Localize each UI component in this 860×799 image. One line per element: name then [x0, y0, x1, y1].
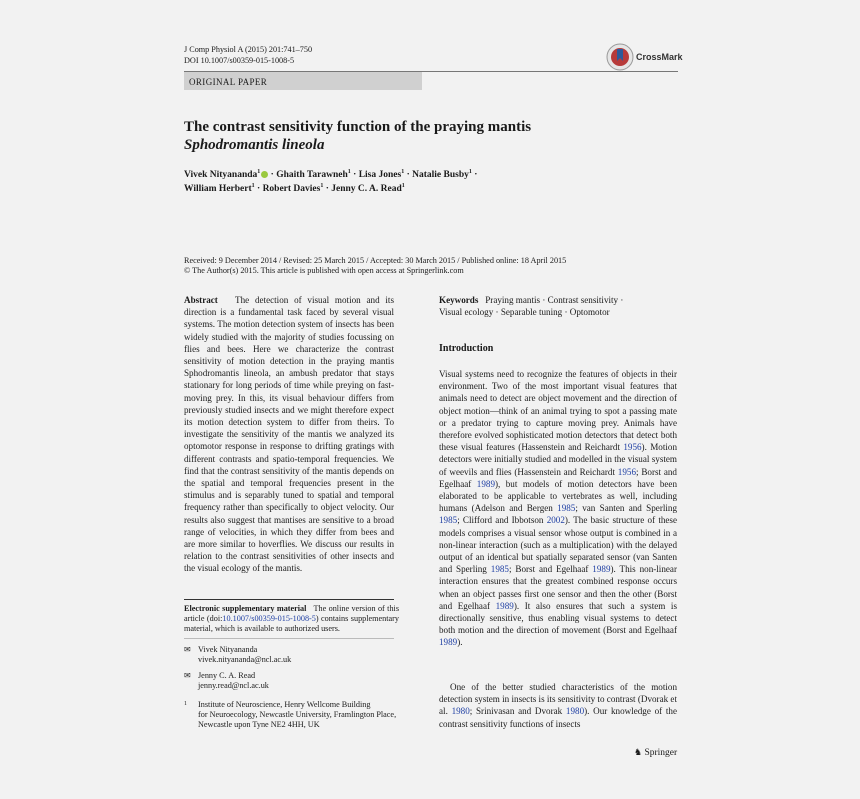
intro-text: ), but models of motion detectors have been elaborated to be applicable to vertebrates as well, including humans (Adelson and Bergen [439, 478, 677, 514]
author-name[interactable]: Jenny C. A. Read [331, 184, 402, 194]
article-title: The contrast sensitivity function of the praying mantis [184, 119, 532, 135]
citation-link[interactable]: 1989 [476, 478, 495, 489]
intro-text: ; Srinivasan and Dvorak [469, 706, 566, 717]
intro-paragraph-1 [439, 368, 677, 649]
contact-email[interactable]: vivek.nityananda@ncl.ac.uk [198, 655, 292, 664]
keywords-label: Keywords [439, 295, 479, 305]
article-title-species: Sphodromantis lineola [184, 137, 325, 153]
author-name[interactable]: Natalie Busby [412, 170, 469, 180]
footnote-rule [184, 599, 394, 600]
intro-text: ). Our knowledge of the contrast sensitivity functions of insects [439, 706, 677, 729]
citation-link[interactable]: 1956 [623, 442, 642, 453]
author-name[interactable]: William Herbert [184, 184, 252, 194]
intro-text: ). It also ensures that such a system is directionally sensitive, thus enabling visual systems to detect both motion and the direction of movement (Borst and Egelhaaf [439, 600, 677, 636]
author-line-1 [184, 168, 477, 182]
abstract-label: Abstract [184, 295, 218, 305]
keywords-text: Praying mantis · Contrast sensitivity · [485, 295, 624, 305]
intro-text: ; Borst and Egelhaaf [508, 564, 593, 575]
affiliation-line: for Neuroecology, Newcastle University, Framlington Place, [198, 710, 397, 719]
intro-text: ). Motion detectors were initially studied and modelled in the visual system of weevils and flies (Hassenstein and Reichardt [439, 442, 677, 477]
section-heading-introduction: Introduction [439, 343, 494, 354]
intro-text: ). This non-linear interaction ensures that the greatest combined response occurs when an object passes first one sensor and then the other (Borst and Egelhaaf [439, 564, 677, 611]
crossmark-badge[interactable] [606, 43, 681, 71]
author-sep: · [270, 170, 274, 180]
section-label: ORIGINAL PAPER [189, 77, 268, 87]
supplementary-text: ) contains supplementary material, which is available to authorized users. [184, 614, 399, 633]
affil-mark: 1 [401, 182, 405, 189]
author-sep: · [257, 184, 261, 194]
author-sep: · [325, 184, 329, 194]
author-sep: · [353, 170, 357, 180]
keywords-text: Visual ecology · Separable tuning · Optomotor [439, 307, 610, 317]
citation-link[interactable]: 1980 [451, 706, 470, 717]
author-name[interactable]: Vivek Nityananda [184, 170, 258, 180]
abstract-text: The detection of visual motion and its direction is a fundamental task faced by several visual systems. The motion detection system of insects has been widely studied with the majority of studies focussing on flies and bees. Here we characterize the contrast sensitivity of motion detection in the praying mantis Sphodromantis lineola, an ambush predator that stays stationary for long periods of time while preying on fast-moving prey. In this, its visual behaviour differs from previously studied insects and we might therefore expect its motion detection system to differ from theirs. To investigate the sensitivity of the mantis we analyzed its optomotor response in response to drifting gratings with different contrasts and spatio-temporal frequencies. We find that the contrast sensitivity of the mantis depends on the spatial and temporal frequencies present in the stimulus and is separably tuned to spatial and temporal frequency rather than specifically to object velocity. Our results also suggest that mantises are sensitive to a broad range of velocities, in which they differ from bees and are more similar to hoverflies. We discuss our results in relation to the contrast sensitivities of other insects and the visual ecology of the mantis. [184, 295, 394, 574]
envelope-icon: ✉ [184, 645, 191, 654]
supplementary-label: Electronic supplementary material [184, 604, 307, 613]
publisher-logo[interactable] [634, 747, 677, 758]
citation-link[interactable]: 1985 [557, 503, 576, 514]
affil-mark: 1 [257, 168, 261, 175]
contact-rule [184, 638, 394, 639]
affiliation-mark: 1 [184, 701, 187, 707]
citation-link[interactable]: 1956 [617, 466, 636, 477]
crossmark-label: CrossMark [636, 52, 683, 62]
supplementary-note [184, 604, 399, 634]
citation-link[interactable]: 1989 [592, 564, 611, 575]
author-name[interactable]: Lisa Jones [358, 170, 402, 180]
orcid-icon[interactable] [261, 171, 268, 178]
supplementary-doi-link[interactable]: 10.1007/s00359-015-1008-5 [222, 614, 316, 623]
affil-mark: 1 [251, 182, 255, 189]
intro-text: ). [457, 637, 463, 648]
intro-text: Visual systems need to recognize the features of objects in their environment. Two of the most important visual features that animals need to detect are object movement and the direction of object motion—think of an animal trying to spot a passing mate or a predator trying to capture moving prey. Animals have therefore evolved sophisticated motion detectors that detect both these visual features (Hassenstein and Reichardt [439, 369, 677, 453]
author-name[interactable]: Ghaith Tarawneh [276, 170, 348, 180]
author-sep: · [474, 170, 478, 180]
envelope-icon: ✉ [184, 671, 191, 680]
journal-citation: J Comp Physiol A (2015) 201:741–750 [184, 45, 313, 54]
intro-paragraph-2 [439, 681, 677, 730]
intro-text: ; van Santen and Sperling [575, 503, 677, 514]
affil-mark: 1 [401, 168, 405, 175]
publisher-name: Springer [644, 748, 678, 758]
intro-text: ; Clifford and Ibbotson [457, 515, 547, 526]
article-doi[interactable]: DOI 10.1007/s00359-015-1008-5 [184, 56, 295, 65]
contact-email[interactable]: jenny.read@ncl.ac.uk [198, 681, 269, 690]
intro-text: One of the better studied characteristics of the motion detection system in insects is its sensitivity to contrast (Dvorak et al. [439, 682, 677, 717]
citation-link[interactable]: 2002 [546, 515, 565, 526]
intro-text: ; Borst and Egelhaaf [439, 466, 677, 489]
copyright-line: © The Author(s) 2015. This article is published with open access at Springerlink.com [184, 266, 464, 275]
citation-link[interactable]: 1989 [439, 637, 458, 648]
contact-2 [184, 671, 193, 681]
contact-name: Vivek Nityananda [198, 645, 258, 654]
affiliation-line: Institute of Neuroscience, Henry Wellcome Building [198, 700, 371, 709]
contact-1 [184, 645, 193, 655]
affil-mark: 1 [320, 182, 324, 189]
intro-text: ). The basic structure of these models comprises a visual sensor whose output is combined in a non-linear interaction (such as a multiplication) with the delayed output of an identical but spatially separated sensor (van Santen and Sperling [439, 515, 677, 575]
citation-link[interactable]: 1985 [490, 564, 509, 575]
abstract [184, 294, 394, 575]
supplementary-text: The online version of this article (doi: [184, 604, 400, 623]
article-dates: Received: 9 December 2014 / Revised: 25 March 2015 / Accepted: 30 March 2015 / Published online: 18 April 2015 [184, 256, 567, 265]
affiliation-line: Newcastle upon Tyne NE2 4HH, UK [198, 720, 320, 729]
citation-link[interactable]: 1980 [565, 706, 585, 717]
keywords [439, 294, 679, 306]
citation-link[interactable]: 1989 [495, 600, 514, 611]
affil-mark: 1 [347, 168, 351, 175]
author-sep: · [406, 170, 410, 180]
author-line-2 [184, 182, 405, 196]
crossmark-icon [606, 43, 634, 71]
citation-link[interactable]: 1985 [439, 515, 458, 526]
contact-name: Jenny C. A. Read [198, 671, 256, 680]
affil-mark: 1 [468, 168, 472, 175]
springer-horse-icon: ♞ [634, 747, 643, 757]
author-name[interactable]: Robert Davies [262, 184, 321, 194]
